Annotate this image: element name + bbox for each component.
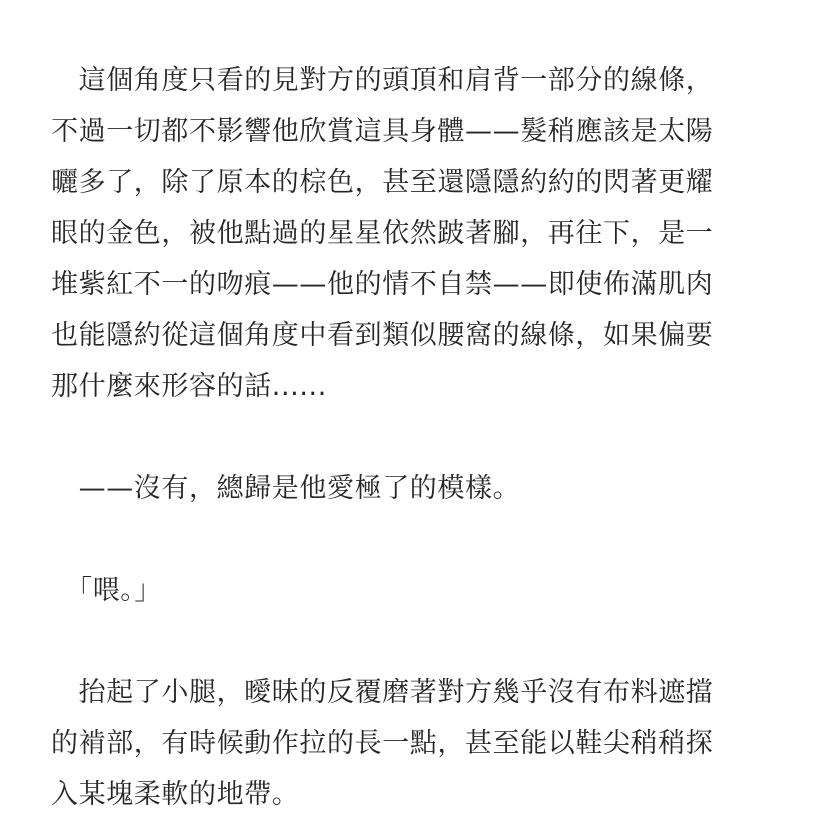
text-line: 不過一切都不影響他欣賞這具身體——髮稍應該是太陽 <box>51 116 714 147</box>
text-line: 眼的金色，被他點過的星星依然跛著腳，再往下，是一 <box>51 218 714 249</box>
line-text: 「喂。」 <box>78 575 163 606</box>
paragraph <box>51 565 788 616</box>
text-line <box>51 463 788 514</box>
text-line <box>51 667 788 718</box>
text-line: 的褃部，有時候動作拉的長一點，甚至能以鞋尖稍稍探 <box>51 728 714 759</box>
paragraph-spacer <box>51 616 788 667</box>
text-line <box>51 55 788 106</box>
text-line: 曬多了，除了原本的棕色，甚至還隱隱約約的閃著更耀 <box>51 167 714 198</box>
paragraph <box>51 463 788 514</box>
line-text: 這個角度只看的見對方的頭頂和肩背一部分的線條， <box>78 65 714 96</box>
line-text: 抬起了小腿，曖昧的反覆磨著對方幾乎沒有布料遮擋 <box>78 677 714 708</box>
text-line: 那什麼來形容的話...... <box>51 371 327 402</box>
text-line: 入某塊柔軟的地帶。 <box>51 779 300 810</box>
text-line: 堆紫紅不一的吻痕——他的情不自禁——即使佈滿肌肉 <box>51 269 714 300</box>
line-text: ——沒有，總歸是他愛極了的模樣。 <box>78 473 521 504</box>
paragraph <box>51 667 788 820</box>
text-line: 也能隱約從這個角度中看到類似腰窩的線條，如果偏要 <box>51 320 714 351</box>
paragraph <box>51 55 788 412</box>
text-line <box>51 565 788 616</box>
paragraph-spacer <box>51 514 788 565</box>
paragraph-spacer <box>51 412 788 463</box>
